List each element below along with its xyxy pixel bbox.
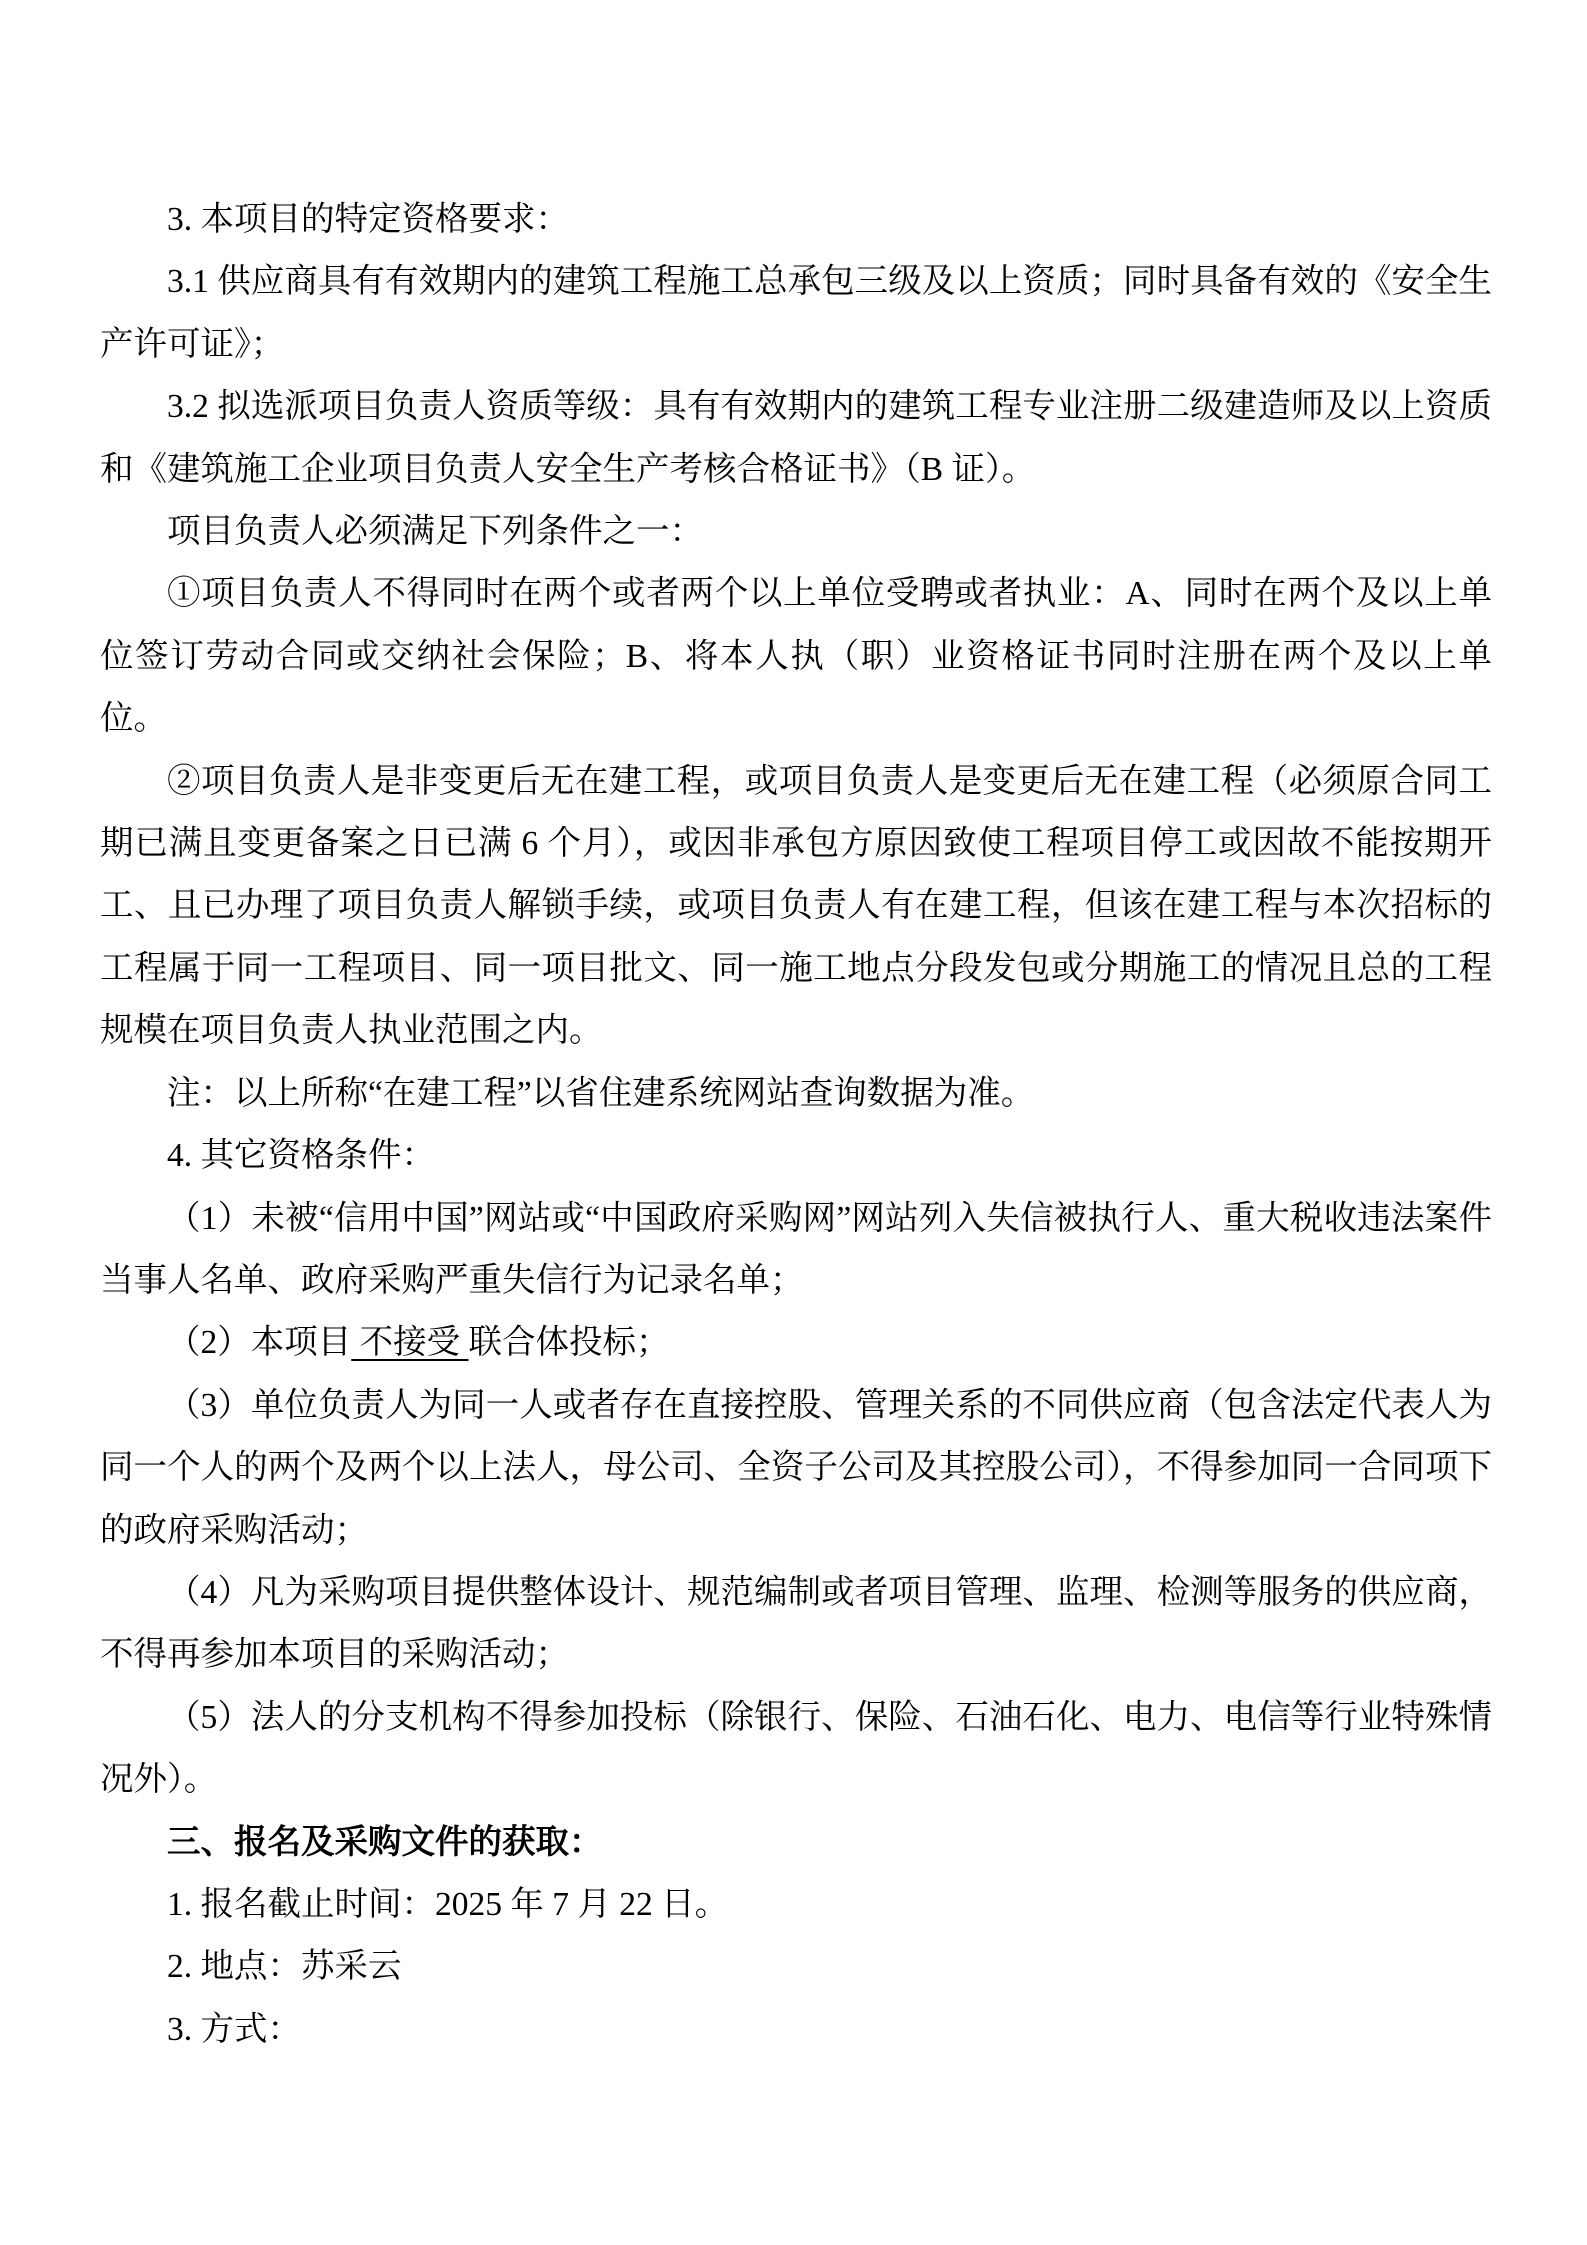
para-3-2-project-manager-qualification: 3.2 拟选派项目负责人资质等级：具有有效期内的建筑工程专业注册二级建造师及以上资质和《建筑施工企业项目负责人安全生产考核合格证书》（B 证）。 [100,388,1492,488]
para-item-1-credit-blacklist: （1）未被“信用中国”网站或“中国政府采购网”网站列入失信被执行人、重大税收违法案件当事人名单、政府采购严重失信行为记录名单； [100,1199,1492,1299]
para-condition-1: ①项目负责人不得同时在两个或者两个以上单位受聘或者执业：A、同时在两个及以上单位签订劳动合同或交纳社会保险；B、将本人执（职）业资格证书同时注册在两个及以上单位。 [100,575,1492,738]
joint-bid-suffix: 联合体投标； [468,1324,670,1362]
para-item-3-same-responsible-person: （3）单位负责人为同一人或者存在直接控股、管理关系的不同供应商（包含法定代表人为同一个人的两个及两个以上法人，母公司、全资子公司及其控股公司），不得参加同一合同项下的政府采购活动； [100,1386,1492,1549]
para-item-4-service-provider-restriction: （4）凡为采购项目提供整体设计、规范编制或者项目管理、监理、检测等服务的供应商，不得再参加本项目的采购活动； [100,1573,1492,1674]
para-registration-location: 2. 地点：苏采云 [167,1948,402,1986]
para-item-5-branch-restriction: （5）法人的分支机构不得参加投标（除银行、保险、石油石化、电力、电信等行业特殊情况外）。 [100,1698,1492,1799]
para-specific-qualification-heading: 3. 本项目的特定资格要求： [167,201,569,238]
document-body [100,189,1492,2061]
para-item-2-joint-bid [100,1312,1492,1374]
para-condition-2: ②项目负责人是非变更后无在建工程，或项目负责人是变更后无在建工程（必须原合同工期已满且变更备案之日已满 6 个月），或因非承包方原因致使工程项目停工或因故不能按期开工、且已办理了项目负责人解锁手续，或项目负责人有在建工程，但该在建工程与本次招标的工程属于同一工程项目、同一项目批文、同一施工地点分段发包或分期施工的情况且总的工程规模在项目负责人执业范围之内。 [100,762,1492,1050]
para-registration-method: 3. 方式： [167,2010,301,2048]
joint-bid-not-accepted-underlined: 不接受 [351,1324,469,1362]
joint-bid-prefix: （2）本项目 [167,1324,352,1362]
para-note-in-progress-projects: 注：以上所称“在建工程”以省住建系统网站查询数据为准。 [167,1074,1035,1112]
heading-section-3-registration: 三、报名及采购文件的获取： [167,1823,603,1861]
para-3-1-supplier-qualification: 3.1 供应商具有有效期内的建筑工程施工总承包三级及以上资质；同时具备有效的《安全生产许可证》； [100,263,1492,363]
para-other-qualification-heading: 4. 其它资格条件： [167,1137,435,1175]
para-registration-deadline: 1. 报名截止时间：2025 年 7 月 22 日。 [167,1885,729,1923]
para-pm-conditions-intro: 项目负责人必须满足下列条件之一： [167,513,703,551]
